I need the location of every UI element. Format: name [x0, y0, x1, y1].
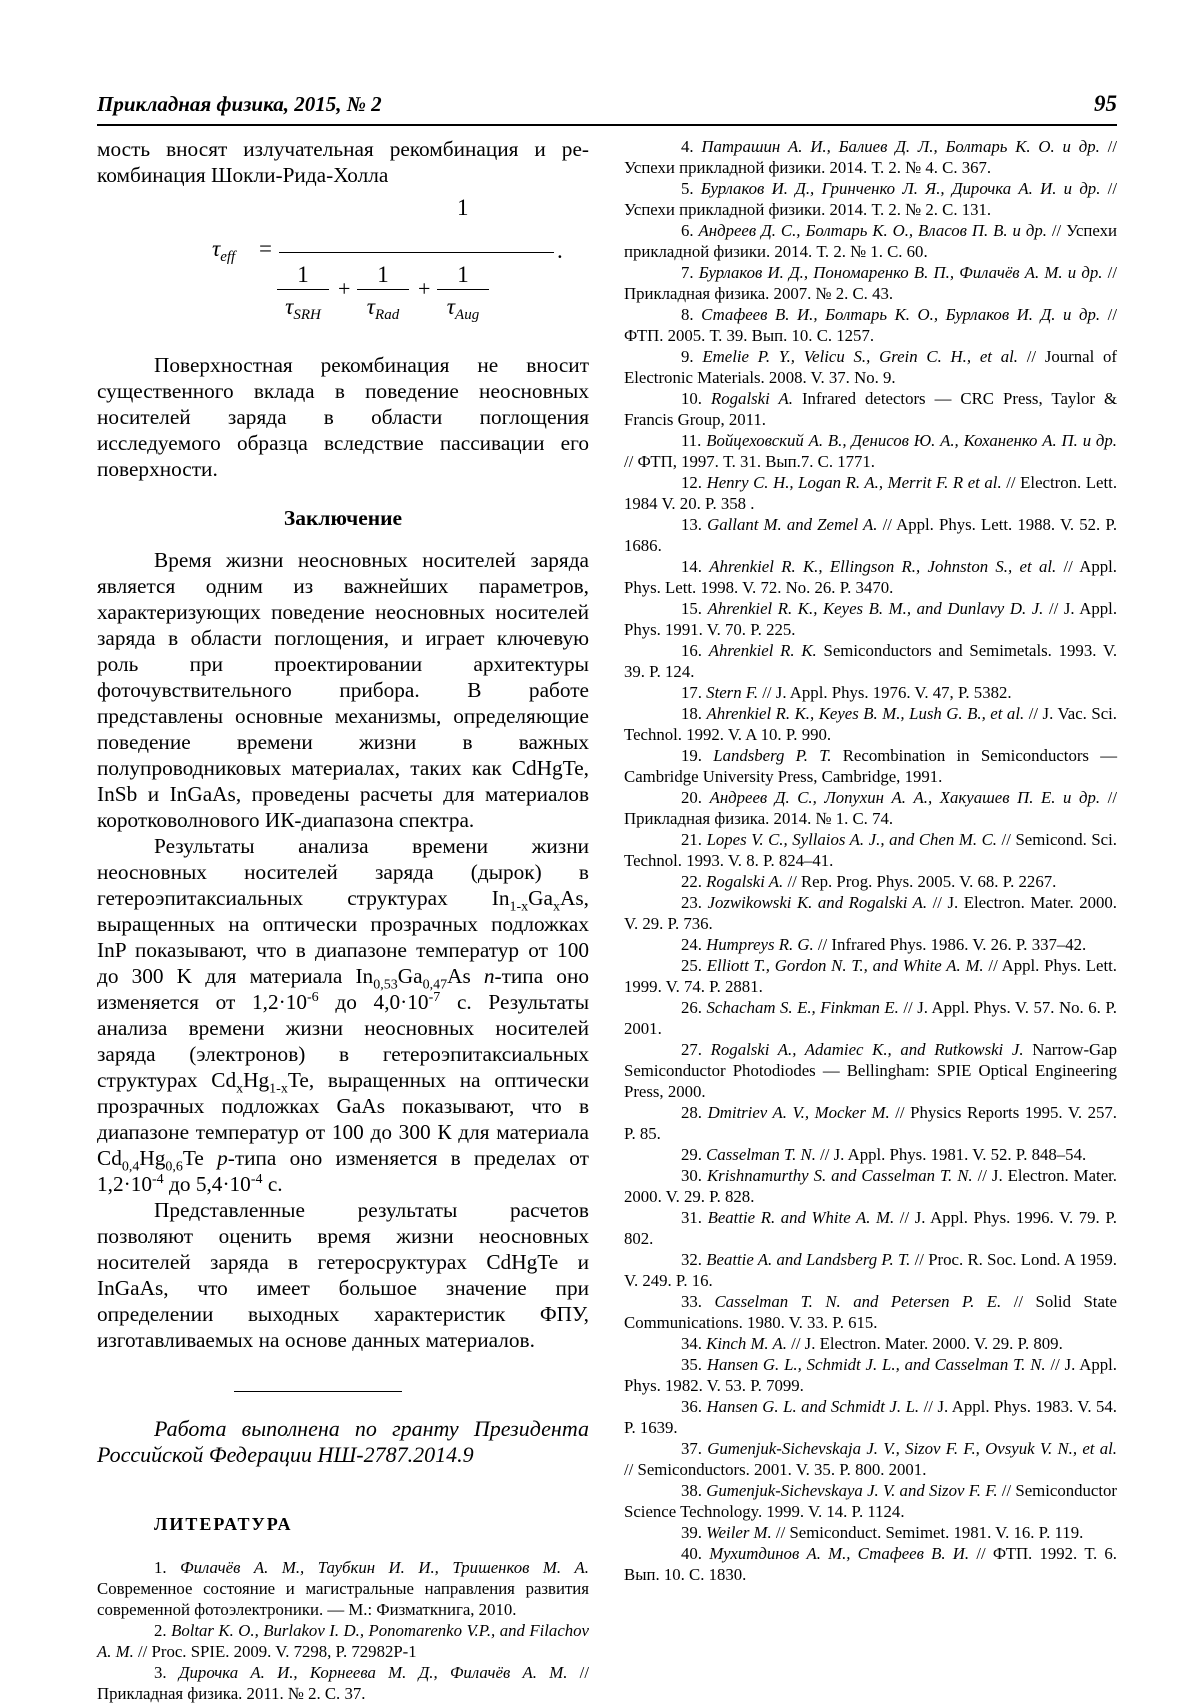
reference-item — [624, 388, 1117, 430]
reference-source: // ФТП. 1992. Т. 6. Вып. 10. С. 1830. — [624, 1544, 1117, 1584]
reference-source: // J. Appl. Phys. 1981. V. 52. P. 848–54. — [815, 1145, 1087, 1164]
reference-source: // Успехи прикладной физики. 2014. Т. 2. № 2. С. 131. — [624, 179, 1117, 219]
reference-source: // J. Appl. Phys. 1996. V. 79. P. 802. — [624, 1208, 1117, 1248]
reference-authors: Weiler M. — [706, 1523, 772, 1542]
reference-authors: Бурлаков И. Д., Пономаренко В. П., Филачёв А. М. и др. — [698, 263, 1103, 282]
reference-authors: Beattie R. and White A. M. — [707, 1208, 895, 1227]
reference-authors: Gumenjuk-Sichevskaya J. V. and Sizov F. F. — [706, 1481, 998, 1500]
reference-source: // Journal of Electronic Materials. 2008. V. 37. No. 9. — [624, 347, 1118, 387]
reference-source: // ФТП, 1997. Т. 31. Вып.7. С. 1771. — [624, 452, 875, 471]
reference-authors: Stern F. — [706, 683, 759, 702]
reference-item — [624, 892, 1117, 934]
reference-item — [624, 430, 1117, 472]
reference-source: Narrow-Gap Semiconductor Photodiodes — Bellingham: SPIE Optical Engineering Press, 2000. — [624, 1040, 1118, 1101]
reference-authors: Jozwikowski K. and Rogalski A. — [707, 893, 928, 912]
reference-item — [624, 745, 1117, 787]
reference-authors: Hansen G. L., Schmidt J. L., and Casselman T. N. — [706, 1355, 1046, 1374]
reference-source: Современное состояние и магистральные направления развития современной фотоэлектроники. — М.: Физматкнига, 2010. — [97, 1579, 589, 1620]
reference-item — [624, 1039, 1117, 1102]
reference-source: // Успехи прикладной физики. 2014. Т. 2. № 1. С. 60. — [624, 221, 1118, 261]
formula-numerator: 1 — [457, 195, 469, 220]
reference-authors: Патрашин А. И., Балиев Д. Л., Болтарь К. О. и др. — [701, 137, 1100, 156]
reference-number: 10. — [681, 389, 712, 408]
reference-source: Semiconductors and Semimetals. 1993. V. 39. P. 124. — [624, 641, 1118, 681]
reference-number: 24. — [681, 935, 707, 954]
reference-source: // Proc. SPIE. 2009. V. 7298, P. 72982P-1 — [133, 1642, 417, 1662]
reference-authors: Beattie A. and Landsberg P. T. — [706, 1250, 911, 1269]
reference-number: 6. — [681, 221, 699, 240]
reference-item — [624, 997, 1117, 1039]
reference-number: 21. — [681, 830, 707, 849]
running-header — [97, 92, 1117, 122]
reference-number: 31. — [681, 1208, 708, 1227]
reference-number: 23. — [681, 893, 708, 912]
reference-item — [624, 1354, 1117, 1396]
reference-number: 11. — [681, 431, 707, 450]
reference-authors: Rogalski A. — [711, 389, 793, 408]
conclusion-paragraph-1: Время жизни неосновных носителей заряда является одним из важнейших параметров, характеризующих поведение неосновных носителей заряда в области поглощения, и играет ключевую роль при проектировании архитектуры фоточувствительного прибора. В работе представлены основные механизмы, определяющие поведение времени жизни в важных полупроводниковых материалах, таких как CdHgTe, InSb и InGaAs, проведены расчеты для материалов коротковолнового ИК-диапазона спектра. — [97, 548, 589, 832]
references-right — [624, 136, 1117, 1585]
reference-source: // J. Appl. Phys. 1976. V. 47, P. 5382. — [758, 683, 1012, 702]
references-left — [97, 1557, 589, 1704]
reference-item — [624, 1480, 1117, 1522]
reference-number: 5. — [681, 179, 701, 198]
reference-authors: Schacham S. E., Finkman E. — [706, 998, 899, 1017]
reference-item — [624, 472, 1117, 514]
reference-source: // Прикладная физика. 2007. № 2. С. 43. — [624, 263, 1117, 303]
reference-authors: Kinch M. A. — [706, 1334, 787, 1353]
reference-authors: Rogalski A., Adamiec K., and Rutkowski J. — [710, 1040, 1024, 1059]
reference-number: 25. — [681, 956, 707, 975]
reference-number: 3. — [154, 1663, 179, 1683]
reference-source: // Успехи прикладной физики. 2014. Т. 2. № 4. С. 367. — [624, 137, 1118, 177]
reference-source: // J. Appl. Phys. 1983. V. 54. P. 1639. — [624, 1397, 1118, 1437]
reference-item — [624, 1207, 1117, 1249]
reference-authors: Emelie P. Y., Velicu S., Grein C. H., et al. — [702, 347, 1018, 366]
reference-number: 9. — [681, 347, 703, 366]
reference-number: 14. — [681, 557, 710, 576]
reference-item — [97, 1620, 589, 1662]
reference-item — [624, 598, 1117, 640]
reference-source: // J. Vac. Sci. Technol. 1992. V. A 10. P. 990. — [624, 704, 1118, 744]
formula-term-srh: 1 $\tau_{SRH}$ — [277, 262, 329, 320]
reference-source: // Infrared Phys. 1986. V. 26. P. 337–42. — [813, 935, 1087, 954]
reference-number: 7. — [681, 263, 699, 282]
left-column — [97, 136, 589, 1704]
reference-authors: Ahrenkiel R. K. — [708, 641, 817, 660]
reference-item — [624, 871, 1117, 892]
reference-source: // J. Electron. Mater. 2000. V. 29. P. 828. — [624, 1166, 1117, 1206]
reference-number: 38. — [681, 1481, 707, 1500]
reference-source: Recombination in Semiconductors — Cambridge University Press, Cambridge, 1991. — [624, 746, 1117, 786]
formula-plus-1: + — [338, 276, 351, 301]
reference-number: 40. — [681, 1544, 710, 1563]
reference-authors: Rogalski A. — [706, 872, 784, 891]
reference-number: 22. — [681, 872, 707, 891]
reference-source: Infrared detectors — CRC Press, Taylor & Francis Group, 2011. — [624, 389, 1118, 429]
reference-number: 32. — [681, 1250, 707, 1269]
reference-source: // Proc. R. Soc. Lond. A 1959. V. 249. P. 16. — [624, 1250, 1117, 1290]
reference-item — [624, 514, 1117, 556]
reference-number: 20. — [681, 788, 710, 807]
reference-item — [624, 934, 1117, 955]
reference-authors: Boltar K. O., Burlakov I. D., Ponomarenko V.P., and Filachov A. M. — [97, 1621, 589, 1662]
literature-heading: ЛИТЕРАТУРА — [154, 1514, 293, 1535]
page-number: 95 — [1094, 91, 1117, 116]
reference-authors: Ahrenkiel R. K., Keyes B. M., and Dunlavy D. J. — [707, 599, 1044, 618]
reference-item — [624, 178, 1117, 220]
reference-number: 12. — [681, 473, 707, 492]
reference-number: 37. — [681, 1439, 708, 1458]
reference-authors: Casselman T. N. and Petersen P. E. — [714, 1292, 1002, 1311]
reference-authors: Henry C. H., Logan R. A., Merrit F. R et al. — [706, 473, 1002, 492]
reference-source: // J. Electron. Mater. 2000. V. 29. P. 809. — [786, 1334, 1063, 1353]
reference-item — [624, 220, 1117, 262]
reference-number: 29. — [681, 1145, 707, 1164]
reference-number: 18. — [681, 704, 707, 723]
reference-item — [624, 1438, 1117, 1480]
reference-item — [624, 346, 1117, 388]
lifetime-formula — [97, 192, 589, 352]
reference-authors: Landsberg P. T. — [713, 746, 832, 765]
reference-item — [624, 787, 1117, 829]
reference-authors: Krishnamurthy S. and Casselman T. N. — [706, 1166, 973, 1185]
reference-source: // J. Appl. Phys. 1982. V. 53. P. 7099. — [624, 1355, 1118, 1395]
reference-authors: Hansen G. L. and Schmidt J. L. — [706, 1397, 920, 1416]
reference-source: // Electron. Lett. 1984 V. 20. P. 358 . — [624, 473, 1118, 513]
reference-authors: Бурлаков И. Д., Гринченко Л. Я., Дирочка А. И. и др. — [700, 179, 1101, 198]
reference-authors: Ahrenkiel R. K., Ellingson R., Johnston S., et al. — [709, 557, 1057, 576]
reference-source: // Semiconductors. 2001. V. 35. P. 800. 2001. — [624, 1460, 927, 1479]
reference-item — [624, 1144, 1117, 1165]
right-column — [624, 136, 1117, 1585]
reference-item — [624, 682, 1117, 703]
journal-title: Прикладная физика, 2015, № 2 — [97, 92, 382, 116]
conclusion-heading: Заключение — [283, 506, 403, 530]
reference-item — [624, 829, 1117, 871]
reference-source: // Прикладная физика. 2011. № 2. С. 37. — [97, 1663, 589, 1704]
reference-authors: Elliott T., Gordon N. T., and White A. M. — [706, 956, 984, 975]
reference-item — [624, 703, 1117, 745]
reference-number: 30. — [681, 1166, 707, 1185]
surface-recombination-paragraph: Поверхностная рекомбинация не вносит существенного вклада в поведение неосновных носителей заряда в области поглощения исследуемого образца вследствие пассивации его поверхности. — [97, 353, 589, 481]
reference-source: // Прикладная физика. 2014. № 1. С. 74. — [624, 788, 1117, 828]
reference-number: 4. — [681, 137, 702, 156]
conclusion-paragraph-2: Результаты анализа времени жизни неосновных носителей заряда (дырок) в гетероэпитаксиальных структурах $In_{1-x}Ga_xAs$, выращенных на оптически прозрачных подложках InP показывают, что в диапазоне температур от 100 до 300 K для материала $In_{0,53}Ga_{0,47}As$ n-типа оно изменяется от $1,2\cdot 10^{-6}$ до $4,0\cdot 10^{-7}$ с. Результаты анализа времени жизни неосновных носителей заряда (электронов) в гетероэпитаксиальных структурах $Cd_xHg_{1-x}Te$, выращенных на оптически прозрачных подложках GaAs показывают, что в диапазоне температур от 100 до 300 К для материала $Cd_{0,4}Hg_{0,6}Te$ p-типа оно изменяется в пределах от $1,2\cdot 10^{-4}$ до $5,4\cdot 10^{-4}$ с. — [97, 834, 589, 1196]
reference-authors: Войцеховский А. В., Денисов Ю. А., Коханенко А. П. и др. — [706, 431, 1117, 450]
intro-line-1: мость вносят излучательная рекомбинация и ре- — [97, 137, 589, 161]
intro-line-2: комбинация Шокли-Рида-Холла — [97, 163, 389, 187]
reference-number: 27. — [681, 1040, 711, 1059]
reference-authors: Дирочка А. И., Корнеева М. Д., Филачёв А. М. — [178, 1663, 568, 1683]
reference-source: // Semiconduct. Semimet. 1981. V. 16. P. 119. — [771, 1523, 1084, 1542]
reference-source: // Solid State Communications. 1980. V. 33. P. 615. — [624, 1292, 1117, 1332]
reference-number: 35. — [681, 1355, 707, 1374]
reference-source: // J. Appl. Phys. 1991. V. 70. P. 225. — [624, 599, 1118, 639]
reference-authors: Мухитдинов А. М., Стафеев В. И. — [709, 1544, 970, 1563]
reference-authors: Casselman T. N. — [706, 1145, 816, 1164]
reference-authors: Филачёв А. М., Таубкин И. И., Тришенков М. А. — [180, 1558, 590, 1578]
reference-item — [624, 1333, 1117, 1354]
reference-number: 8. — [681, 305, 702, 324]
reference-number: 33. — [681, 1292, 715, 1311]
reference-authors: Gumenjuk-Sichevskaja J. V., Sizov F. F., Ovsyuk V. N., et al. — [707, 1439, 1117, 1458]
grant-acknowledgement: Работа выполнена по гранту Президента Российской Федерации НШ-2787.2014.9 — [97, 1416, 589, 1468]
reference-source: // Semicond. Sci. Technol. 1993. V. 8. P. 824–41. — [624, 830, 1117, 870]
reference-number: 34. — [681, 1334, 707, 1353]
reference-number: 16. — [681, 641, 709, 660]
reference-source: // Physics Reports 1995. V. 257. P. 85. — [624, 1103, 1118, 1143]
reference-item — [624, 304, 1117, 346]
reference-item — [624, 136, 1117, 178]
formula-lhs: $\tau_{eff}$ — [212, 236, 236, 265]
formula-period: . — [557, 238, 563, 263]
reference-source: // Rep. Prog. Phys. 2005. V. 68. P. 2267. — [783, 872, 1057, 891]
reference-number: 17. — [681, 683, 707, 702]
reference-source: // Appl. Phys. Lett. 1988. V. 52. P. 1686. — [624, 515, 1118, 555]
reference-number: 19. — [681, 746, 714, 765]
reference-item — [97, 1557, 589, 1620]
reference-item — [624, 1249, 1117, 1291]
header-rule — [97, 124, 1117, 126]
reference-item — [624, 262, 1117, 304]
reference-item — [624, 1102, 1117, 1144]
reference-authors: Dmitriev A. V., Mocker M. — [707, 1103, 890, 1122]
reference-authors: Андреев Д. С., Лопухин А. А., Хакуашев П. Е. и др. — [709, 788, 1101, 807]
reference-item — [624, 1543, 1117, 1585]
reference-source: // Semiconductor Science Technology. 1999. V. 14. P. 1124. — [624, 1481, 1117, 1521]
reference-item — [624, 640, 1117, 682]
reference-source: // ФТП. 2005. Т. 39. Вып. 10. С. 1257. — [624, 305, 1117, 345]
reference-source: // Appl. Phys. Lett. 1998. V. 72. No. 26. P. 3470. — [624, 557, 1117, 597]
reference-number: 13. — [681, 515, 708, 534]
reference-number: 2. — [154, 1621, 172, 1641]
reference-authors: Ahrenkiel R. K., Keyes B. M., Lush G. B., et al. — [706, 704, 1025, 723]
reference-item — [624, 1165, 1117, 1207]
conclusion-paragraph-3: Представленные результаты расчетов позволяют оценить время жизни неосновных носителей заряда в гетеросруктурах CdHgTe и InGaAs, что имеет большое значение при определении выходных характеристик ФПУ, изготавливаемых на основе данных материалов. — [97, 1198, 589, 1352]
reference-number: 1. — [154, 1558, 181, 1578]
formula-term-rad: 1 $\tau_{Rad}$ — [357, 262, 409, 320]
formula-term-aug: 1 $\tau_{Aug}$ — [437, 262, 489, 320]
separator-rule — [234, 1391, 402, 1392]
reference-number: 28. — [681, 1103, 708, 1122]
formula-equals: = — [259, 236, 272, 261]
reference-source: // J. Electron. Mater. 2000. V. 29. P. 736. — [624, 893, 1117, 933]
reference-source: // Appl. Phys. Lett. 1999. V. 74. P. 2881. — [624, 956, 1118, 996]
reference-source: // J. Appl. Phys. V. 57. No. 6. P. 2001. — [624, 998, 1118, 1038]
reference-authors: Андреев Д. С., Болтарь К. О., Власов П. В. и др. — [698, 221, 1047, 240]
reference-authors: Humpreys R. G. — [706, 935, 814, 954]
reference-item — [624, 1396, 1117, 1438]
reference-item — [624, 1522, 1117, 1543]
reference-authors: Lopes V. C., Syllaios A. J., and Chen M. C. — [706, 830, 997, 849]
formula-main-fraction-bar — [279, 252, 554, 253]
reference-number: 15. — [681, 599, 708, 618]
reference-number: 26. — [681, 998, 707, 1017]
reference-item — [624, 1291, 1117, 1333]
formula-plus-2: + — [418, 276, 431, 301]
reference-item — [624, 955, 1117, 997]
reference-item — [624, 556, 1117, 598]
reference-authors: Gallant M. and Zemel A. — [707, 515, 878, 534]
reference-authors: Стафеев В. И., Болтарь К. О., Бурлаков И. Д. и др. — [701, 305, 1101, 324]
reference-number: 36. — [681, 1397, 707, 1416]
reference-number: 39. — [681, 1523, 707, 1542]
